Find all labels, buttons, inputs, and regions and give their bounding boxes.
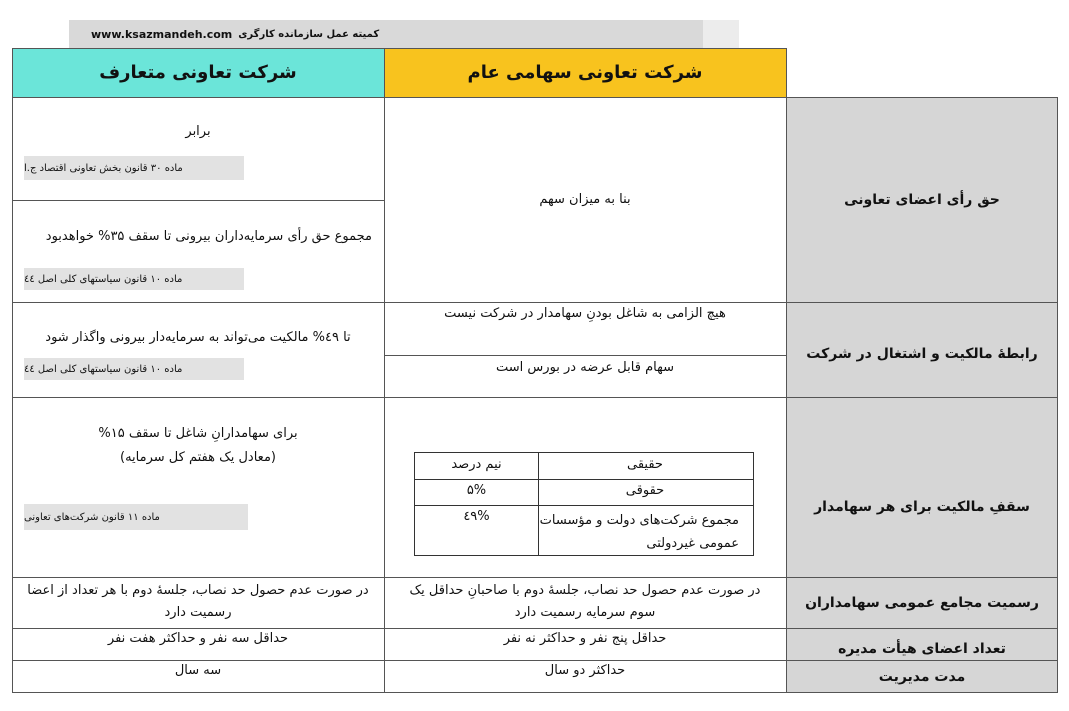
voting-public: بنا به میزان سهم [539,191,631,207]
ownership-public-a: هیچ الزامی به شاغل بودنِ سهامدار در شرکت نیست [444,306,726,321]
label-board: تعداد اعضای هیأت مدیره [786,628,1058,660]
label-ownership: رابطهٔ مالکیت و اشتغال در شرکت [786,302,1058,397]
board-public: حداقل پنج نفر و حداکثر نه نفر [503,631,667,646]
assembly-conventional: در صورت عدم حصول حد نصاب، جلسهٔ دوم با هر تعداد از اعضا رسمیت دارد [27,583,369,620]
cap-table-value-state: ٤۹% [463,509,490,524]
comparison-table [12,48,1058,693]
banner-stripe [703,20,739,48]
ownership-public-b: سهام قابل عرضه در بورس است [496,360,674,375]
ownership-conventional: تا ٤۹% مالکیت می‌تواند به سرمایه‌دار بیرونی واگذار شود [45,330,351,345]
cap-conventional-ref: ماده ۱۱ قانون شرکت‌های تعاونی [24,504,248,530]
voting-conventional-b: مجموع حق رأی سرمایه‌داران بیرونی تا سقف ۳۵% خواهدبود [45,229,372,244]
term-conventional: سه سال [174,663,222,678]
voting-conventional-a-ref: ماده ۳۰ قانون بخش تعاونی اقتصاد ج.ا [24,156,244,180]
organization-name: کمیته عمل سازمانده کارگری [238,28,380,40]
site-banner [69,20,739,48]
board-conventional: حداقل سه نفر و حداکثر هفت نفر [107,631,289,646]
site-url: www.ksazmandeh.com [91,27,233,41]
label-ownership-cap: سقفِ مالکیت برای هر سهامدار [786,397,1058,577]
cap-table-value-legal: ۵% [466,483,487,498]
label-assembly: رسمیت مجامع عمومی سهامداران [786,577,1058,628]
voting-conventional-b-ref: ماده ۱۰ قانون سیاستهای کلی اصل ٤٤ [24,268,244,290]
label-voting: حق رأی اعضای تعاونی [786,97,1058,302]
header-public-joint-stock: شرکت تعاونی سهامی عام [384,48,786,97]
label-term: مدت مدیریت [786,660,1058,693]
cap-conventional-a: برای سهامدارانِ شاغل تا سقف ۱۵% [98,426,298,441]
assembly-public: در صورت عدم حصول حد نصاب، جلسهٔ دوم با صاحبانِ حداقل یک سوم سرمایه رسمیت دارد [409,583,761,620]
cap-table-type-state: مجموع شرکت‌های دولت و مؤسسات عمومی غیردولتی [539,513,739,551]
ownership-conventional-ref: ماده ۱۰ قانون سیاستهای کلی اصل ٤٤ [24,358,244,380]
cap-public-table [414,452,754,556]
cap-table-value-natural: نیم درصد [451,457,502,472]
term-public: حداکثر دو سال [544,663,626,678]
cap-table-type-legal: حقوقی [625,483,665,498]
cap-conventional-b: (معادل یک هفتم کل سرمایه) [120,450,276,465]
cap-table-type-natural: حقیقی [627,457,663,472]
header-conventional: شرکت تعاونی متعارف [12,48,384,97]
voting-conventional-a: برابر [185,124,211,139]
